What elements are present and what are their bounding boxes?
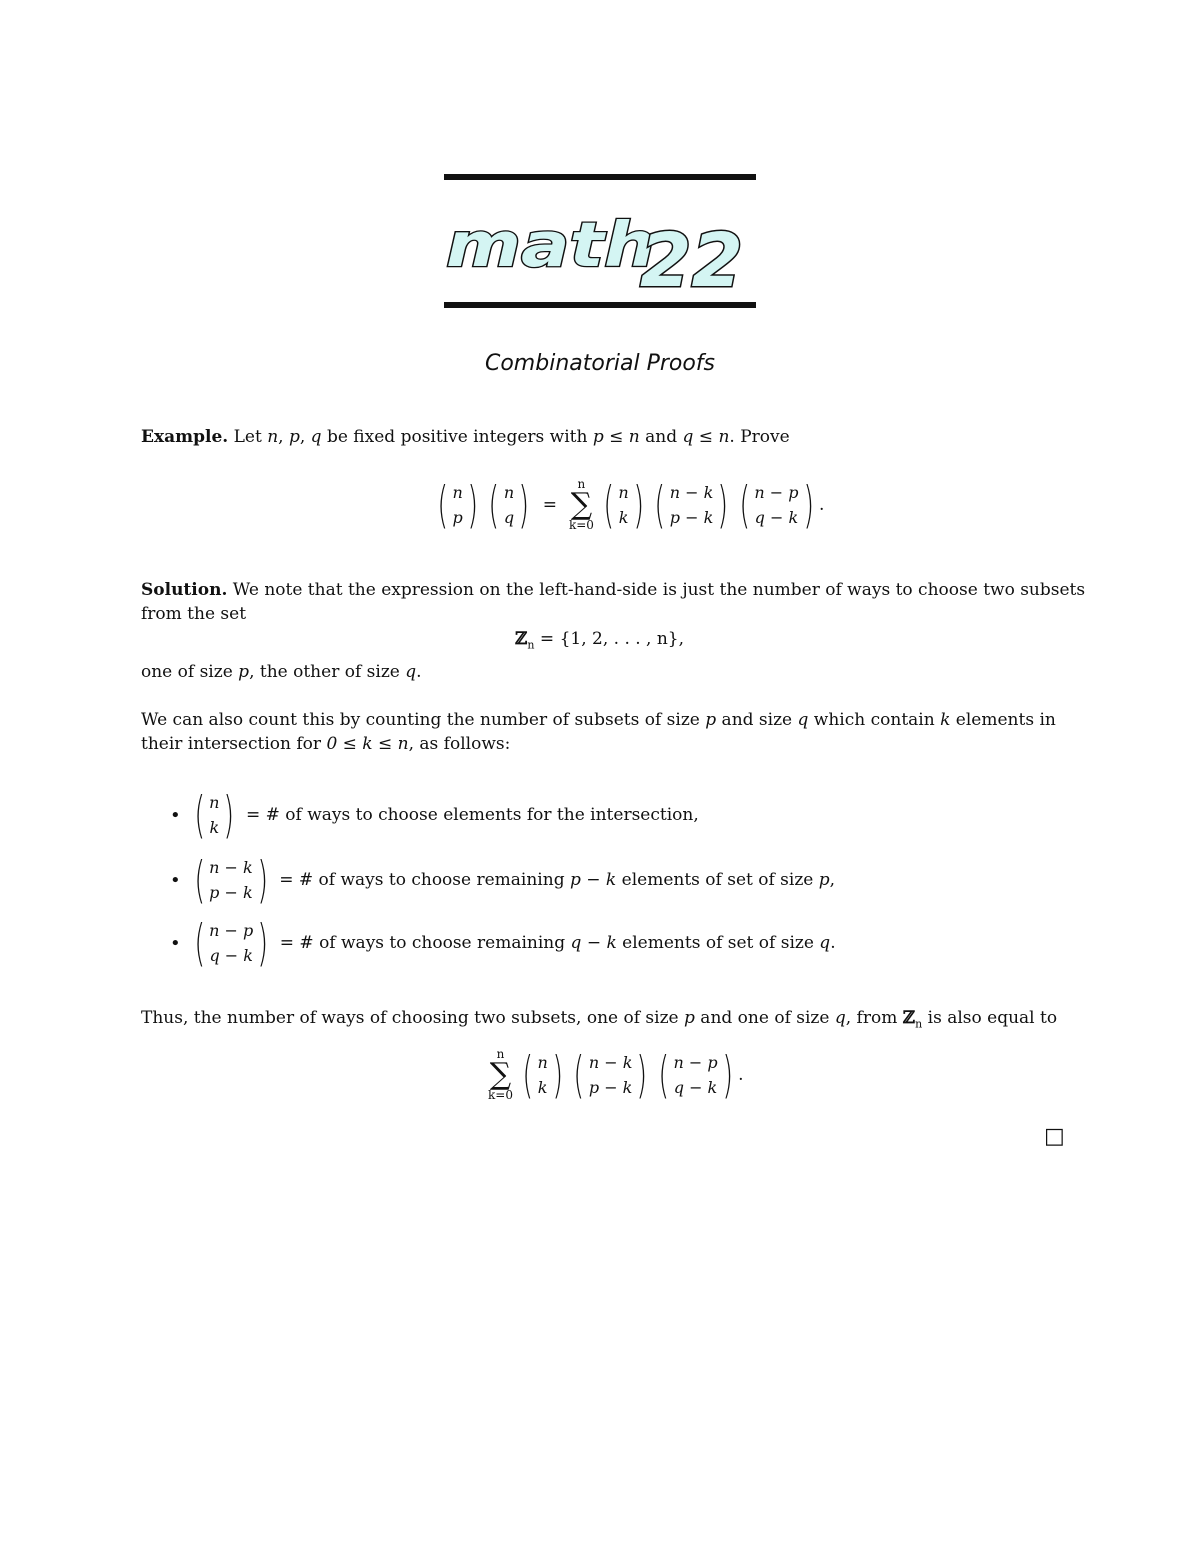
math22-logo [444,174,756,310]
summation [569,478,594,532]
binom-bottom: q − k [209,946,253,965]
para2-line-1 [141,708,1056,732]
var-q: q [310,427,322,447]
set-equation [515,627,684,657]
binomial: ( n k ) [522,1046,563,1104]
bullet-icon: • [170,932,181,954]
solution-line-1 [141,578,1085,602]
bullet-item-3 [170,914,836,972]
conclusion-line [141,1006,1057,1036]
qed-square-icon: □ [1044,1124,1065,1149]
solution-line-3 [141,660,422,684]
bullet-text: = # of ways to choose elements for the intersection, [245,805,699,825]
set-definition: = {1, 2, . . . , n}, [534,629,685,649]
final-sum-equation [484,1048,743,1102]
var-q: q [797,710,809,730]
logo-word: math [446,209,656,281]
binom-bottom: q − k [673,1078,718,1097]
example-text: and [639,427,683,447]
example-label: Example. [141,427,229,447]
bullet-item-1 [170,786,699,844]
var-q: q [819,933,831,953]
comma: , [278,427,289,447]
comma: , [829,870,836,890]
binomial: ( n − p q − k ) [658,1046,733,1104]
sum-lower: k=0 [568,518,594,532]
binom-top: n − p [209,921,254,940]
text: and size [716,710,798,730]
binom-bottom: q − k [754,508,799,527]
var-k: k [940,710,951,730]
solution-text: from the set [141,604,247,624]
binomial: ( n − p q − k ) [194,914,269,972]
summation [488,1048,513,1102]
identity-equation [432,478,824,532]
binom-top: n [537,1053,548,1072]
example-text: be fixed positive integers with [321,427,593,447]
binom-bottom: p − k [209,883,253,902]
binom-bottom: k [618,508,629,527]
sigma-symbol: ∑ [570,487,593,522]
logo [444,174,756,310]
solution-text: We note that the expression on the left-hand-side is just the number of ways to choose two subsets [232,580,1086,600]
text: , from [845,1008,903,1028]
period: . [738,1065,744,1085]
period: . [819,495,825,515]
binom-top: n − k [588,1053,633,1072]
example-paragraph [141,425,790,449]
para2-line-2 [141,732,510,756]
var-p: p [684,1008,695,1028]
sum-upper: n [577,477,586,491]
logo-number: 22 [640,218,743,304]
period: . [830,933,836,953]
text: . [416,662,422,682]
binom-bottom: p − k [588,1078,633,1097]
math-expr: q − k [570,933,617,953]
subscript-n: n [915,1017,923,1031]
text: their intersection for [141,734,327,754]
text: We can also count this by counting the number of subsets of size [141,710,706,730]
inequality: 0 ≤ k ≤ n [326,734,409,754]
text: Thus, the number of ways of choosing two subsets, one of size [141,1008,685,1028]
binom-bottom: q [503,508,515,527]
text: and one of size [694,1008,835,1028]
text: which contain [808,710,941,730]
inequality: q ≤ n [682,427,730,447]
binom-bottom: k [537,1078,548,1097]
sigma-symbol: ∑ [489,1057,512,1092]
bullet-item-2 [170,851,836,909]
var-n: n [267,427,279,447]
example-text: Let [233,427,268,447]
binom-top: n − k [209,858,253,877]
var-p: p [288,427,300,447]
binomial: ( n q ) [488,476,530,534]
sum-upper: n [496,1047,505,1061]
text: is also equal to [922,1008,1058,1028]
binomial: ( n p ) [437,476,478,534]
bullet-text: elements of set of size [616,933,820,953]
comma: , [299,427,311,447]
binom-top: n [503,483,515,502]
binom-top: n − k [669,483,714,502]
bullet-icon: • [170,869,181,891]
binom-bottom: p − k [669,508,714,527]
binomial: ( n − p q − k ) [739,476,814,534]
math-expr: p − k [569,870,617,890]
binom-top: n − p [673,1053,718,1072]
var-p: p [705,710,717,730]
var-q: q [834,1008,846,1028]
bullet-text: elements of set of size [616,870,819,890]
bullet-icon: • [170,804,181,826]
subscript-n: n [527,638,535,652]
bullet-text: = # of ways to choose remaining [279,933,571,953]
sum-lower: k=0 [488,1088,513,1102]
title-text: Combinatorial Proofs [484,351,716,376]
binom-top: n [618,483,629,502]
text: elements in [950,710,1056,730]
binomial: ( n − k p − k ) [654,476,729,534]
binomial: ( n k ) [603,476,644,534]
example-text: . Prove [729,427,790,447]
integer-set-symbol: ℤ [515,629,528,649]
solution-label: Solution. [141,580,228,600]
page-title [0,349,1200,379]
var-q: q [405,662,417,682]
text: , the other of size [249,662,406,682]
binom-top: n [209,793,220,812]
binomial: ( n k ) [194,786,235,844]
binom-top: n − p [754,483,799,502]
binom-top: n [452,483,463,502]
bullet-text: = # of ways to choose remaining [279,870,570,890]
binom-bottom: k [209,818,220,837]
binomial: ( n − k p − k ) [194,851,268,909]
solution-line-2 [141,602,246,626]
inequality: p ≤ n [592,427,640,447]
equals-sign: = [542,495,557,515]
text: one of size [141,662,239,682]
var-p: p [238,662,250,682]
qed-symbol [1044,1126,1065,1148]
binomial: ( n − k p − k ) [573,1046,648,1104]
var-p: p [818,870,830,890]
text: , as follows: [408,734,511,754]
integer-set-symbol: ℤ [902,1008,916,1028]
binom-bottom: p [452,508,463,527]
